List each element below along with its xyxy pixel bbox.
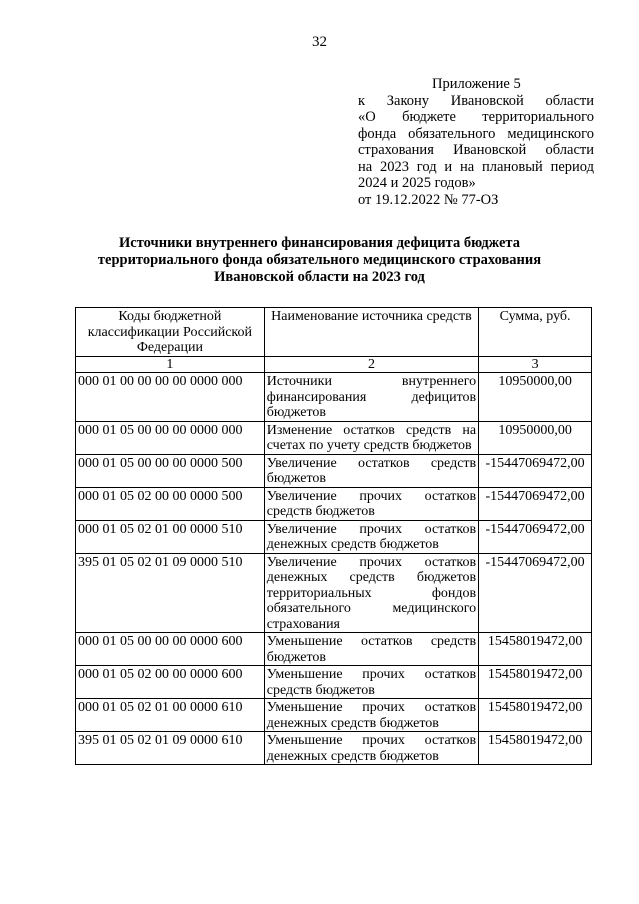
header-source-name: Наименование источника средств (264, 308, 478, 357)
appendix-line: к Закону Ивановской области (358, 92, 594, 109)
table-row (76, 666, 592, 699)
row-code: 000 01 05 02 01 00 0000 510 (76, 520, 265, 553)
row-sum: -15447069472,00 (479, 520, 592, 553)
row-sum: -15447069472,00 (479, 553, 592, 633)
appendix-line: на 2023 год и на плановый период (358, 158, 594, 175)
sources-table (75, 307, 592, 765)
row-name: Уменьшение прочих остатков денежных средств бюджетов (264, 699, 478, 732)
table-row (76, 487, 592, 520)
column-number-row (76, 356, 592, 373)
row-name: Увеличение прочих остатков денежных средств бюджетов территориальных фондов обязательного медицинского страхования (264, 553, 478, 633)
table-row (76, 520, 592, 553)
appendix-date-number: от 19.12.2022 № 77-ОЗ (358, 191, 499, 208)
document-title-line: Ивановской области на 2023 год (214, 269, 425, 285)
row-name: Уменьшение остатков средств бюджетов (264, 633, 478, 666)
header-codes: Коды бюджетной классификации Российской Федерации (76, 308, 265, 357)
row-sum: 15458019472,00 (479, 666, 592, 699)
row-sum: -15447069472,00 (479, 454, 592, 487)
table-row (76, 454, 592, 487)
row-sum: -15447069472,00 (479, 487, 592, 520)
column-number: 2 (264, 356, 478, 373)
row-code: 000 01 05 00 00 00 0000 600 (76, 633, 265, 666)
row-name: Уменьшение прочих остатков средств бюджетов (264, 666, 478, 699)
row-name: Уменьшение прочих остатков денежных средств бюджетов (264, 732, 478, 765)
appendix-line: «О бюджете территориального (358, 109, 594, 125)
column-number: 1 (76, 356, 265, 373)
appendix-block (358, 76, 594, 208)
appendix-line: фонда обязательного медицинского (358, 125, 594, 142)
row-name: Увеличение остатков средств бюджетов (264, 454, 478, 487)
row-code: 000 01 05 00 00 00 0000 000 (76, 421, 265, 454)
appendix-line: страхования Ивановской области (358, 142, 594, 158)
row-code: 395 01 05 02 01 09 0000 510 (76, 553, 265, 633)
table-row (76, 633, 592, 666)
row-code: 000 01 05 02 01 00 0000 610 (76, 699, 265, 732)
row-sum: 10950000,00 (479, 373, 592, 422)
row-code: 395 01 05 02 01 09 0000 610 (76, 732, 265, 765)
row-code: 000 01 05 02 00 00 0000 500 (76, 487, 265, 520)
row-name: Изменение остатков средств на счетах по учету средств бюджетов (264, 421, 478, 454)
row-code: 000 01 05 02 00 00 0000 600 (76, 666, 265, 699)
table-row (76, 732, 592, 765)
row-code: 000 01 05 00 00 00 0000 500 (76, 454, 265, 487)
row-code: 000 01 00 00 00 00 0000 000 (76, 373, 265, 422)
row-name: Увеличение прочих остатков денежных средств бюджетов (264, 520, 478, 553)
page-number: 32 (312, 34, 327, 50)
table-row (76, 699, 592, 732)
appendix-line: 2024 и 2025 годов» (358, 175, 476, 191)
row-sum: 15458019472,00 (479, 633, 592, 666)
column-number: 3 (479, 356, 592, 373)
table-row (76, 373, 592, 422)
table-row (76, 421, 592, 454)
table-header-row (76, 308, 592, 357)
row-name: Источники внутреннего финансирования дефицитов бюджетов (264, 373, 478, 422)
appendix-title: Приложение 5 (432, 76, 521, 92)
row-name: Увеличение прочих остатков средств бюджетов (264, 487, 478, 520)
header-sum: Сумма, руб. (479, 308, 592, 357)
row-sum: 15458019472,00 (479, 732, 592, 765)
row-sum: 10950000,00 (479, 421, 592, 454)
table-row (76, 553, 592, 633)
document-title-line: территориального фонда обязательного медицинского страхования (97, 252, 542, 268)
row-sum: 15458019472,00 (479, 699, 592, 732)
document-title (60, 235, 579, 286)
document-title-line: Источники внутреннего финансирования дефицита бюджета (119, 235, 520, 251)
